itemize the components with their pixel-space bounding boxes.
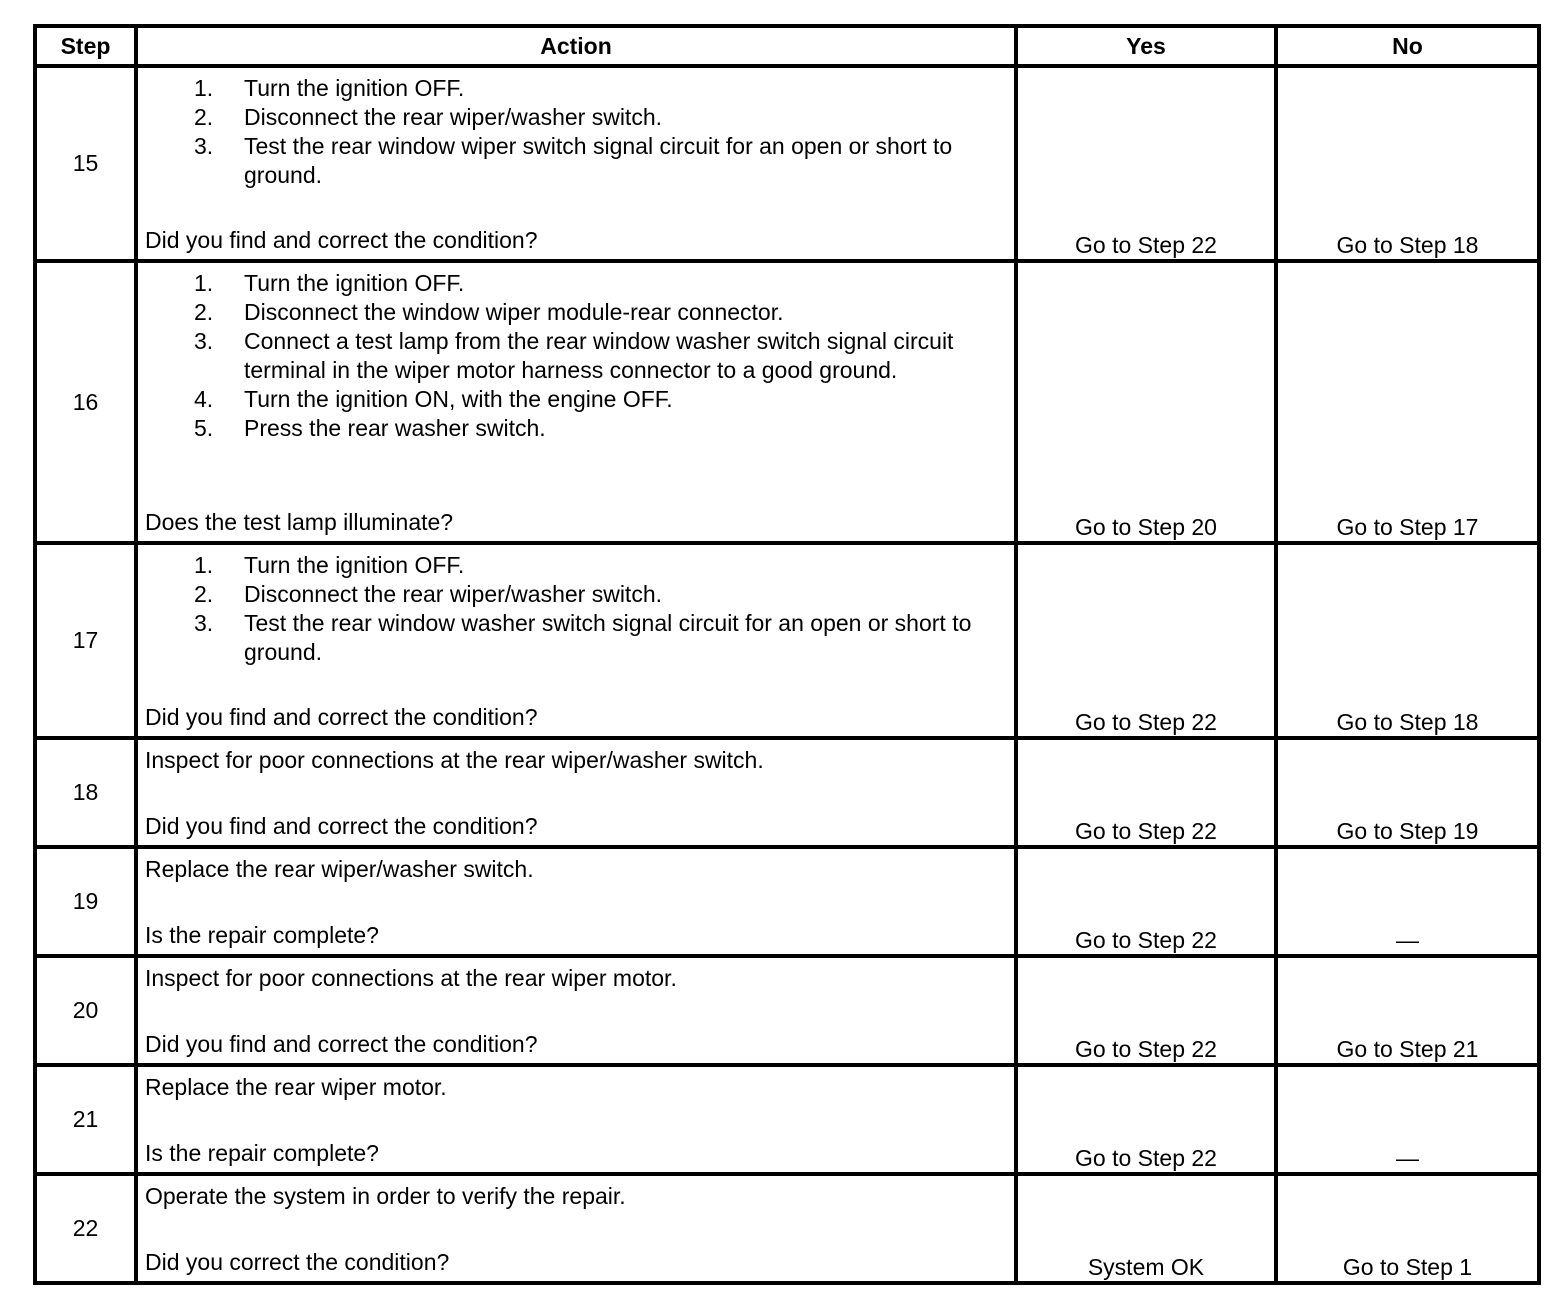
no-result: Go to Step 21 <box>1276 956 1539 1065</box>
list-item: 2. Disconnect the rear wiper/washer switch. <box>194 104 662 130</box>
no-result: Go to Step 1 <box>1276 1174 1539 1283</box>
list-item: 1. Turn the ignition OFF. <box>194 75 465 101</box>
yes-result: Go to Step 22 <box>1016 956 1276 1065</box>
no-result: Go to Step 18 <box>1276 66 1539 261</box>
list-item: 2. Disconnect the rear wiper/washer switch. <box>194 581 662 607</box>
list-item: 3. Test the rear window washer switch signal circuit for an open or short to ground. <box>194 610 972 665</box>
table-row <box>35 738 1539 847</box>
list-item: 3. Test the rear window wiper switch signal circuit for an open or short to ground. <box>194 133 953 188</box>
table-row <box>35 1174 1539 1283</box>
yes-result: Go to Step 22 <box>1016 543 1276 738</box>
action-cell <box>136 738 1016 847</box>
list-item: 3. Connect a test lamp from the rear window washer switch signal circuit terminal in the wiper motor harness connector to a good ground. <box>194 328 954 383</box>
table-row <box>35 847 1539 956</box>
table-row <box>35 66 1539 261</box>
instruction-list <box>138 74 1014 190</box>
question-text: Is the repair complete? <box>145 922 379 948</box>
step-number: 21 <box>35 1065 136 1174</box>
yes-result: Go to Step 22 <box>1016 738 1276 847</box>
step-number: 19 <box>35 847 136 956</box>
header-step: Step <box>35 26 136 66</box>
step-number: 22 <box>35 1174 136 1283</box>
no-result: Go to Step 18 <box>1276 543 1539 738</box>
header-row <box>35 26 1539 66</box>
action-cell <box>136 956 1016 1065</box>
list-item: 5. Press the rear washer switch. <box>194 415 546 441</box>
question-text: Did you find and correct the condition? <box>145 227 538 253</box>
action-text: Inspect for poor connections at the rear wiper/washer switch. <box>145 747 764 773</box>
list-item: 4. Turn the ignition ON, with the engine OFF. <box>194 386 673 412</box>
yes-result: Go to Step 22 <box>1016 66 1276 261</box>
header-no: No <box>1276 26 1539 66</box>
table-row <box>35 261 1539 543</box>
action-text: Replace the rear wiper/washer switch. <box>145 856 534 882</box>
action-cell <box>136 261 1016 543</box>
action-cell <box>136 1065 1016 1174</box>
question-text: Did you correct the condition? <box>145 1249 450 1275</box>
diagnostic-table <box>33 24 1541 1285</box>
action-cell <box>136 543 1016 738</box>
table-row <box>35 1065 1539 1174</box>
yes-result: Go to Step 20 <box>1016 261 1276 543</box>
list-item: 1. Turn the ignition OFF. <box>194 270 465 296</box>
step-number: 16 <box>35 261 136 543</box>
no-result: Go to Step 19 <box>1276 738 1539 847</box>
action-cell <box>136 66 1016 261</box>
instruction-list <box>138 551 1014 667</box>
header-action: Action <box>136 26 1016 66</box>
header-yes: Yes <box>1016 26 1276 66</box>
question-text: Did you find and correct the condition? <box>145 813 538 839</box>
no-result: — <box>1276 1065 1539 1174</box>
step-number: 17 <box>35 543 136 738</box>
step-number: 20 <box>35 956 136 1065</box>
list-item: 2. Disconnect the window wiper module-rear connector. <box>194 299 784 325</box>
question-text: Did you find and correct the condition? <box>145 704 538 730</box>
yes-result: System OK <box>1016 1174 1276 1283</box>
no-result: — <box>1276 847 1539 956</box>
action-text: Replace the rear wiper motor. <box>145 1074 447 1100</box>
instruction-list <box>138 269 1014 443</box>
no-result: Go to Step 17 <box>1276 261 1539 543</box>
action-cell <box>136 1174 1016 1283</box>
step-number: 18 <box>35 738 136 847</box>
action-text: Operate the system in order to verify the repair. <box>145 1183 626 1209</box>
table-row <box>35 543 1539 738</box>
list-item: 1. Turn the ignition OFF. <box>194 552 465 578</box>
action-text: Inspect for poor connections at the rear wiper motor. <box>145 965 677 991</box>
action-cell <box>136 847 1016 956</box>
step-number: 15 <box>35 66 136 261</box>
yes-result: Go to Step 22 <box>1016 1065 1276 1174</box>
question-text: Does the test lamp illuminate? <box>145 509 454 535</box>
table-row <box>35 956 1539 1065</box>
yes-result: Go to Step 22 <box>1016 847 1276 956</box>
question-text: Is the repair complete? <box>145 1140 379 1166</box>
question-text: Did you find and correct the condition? <box>145 1031 538 1057</box>
